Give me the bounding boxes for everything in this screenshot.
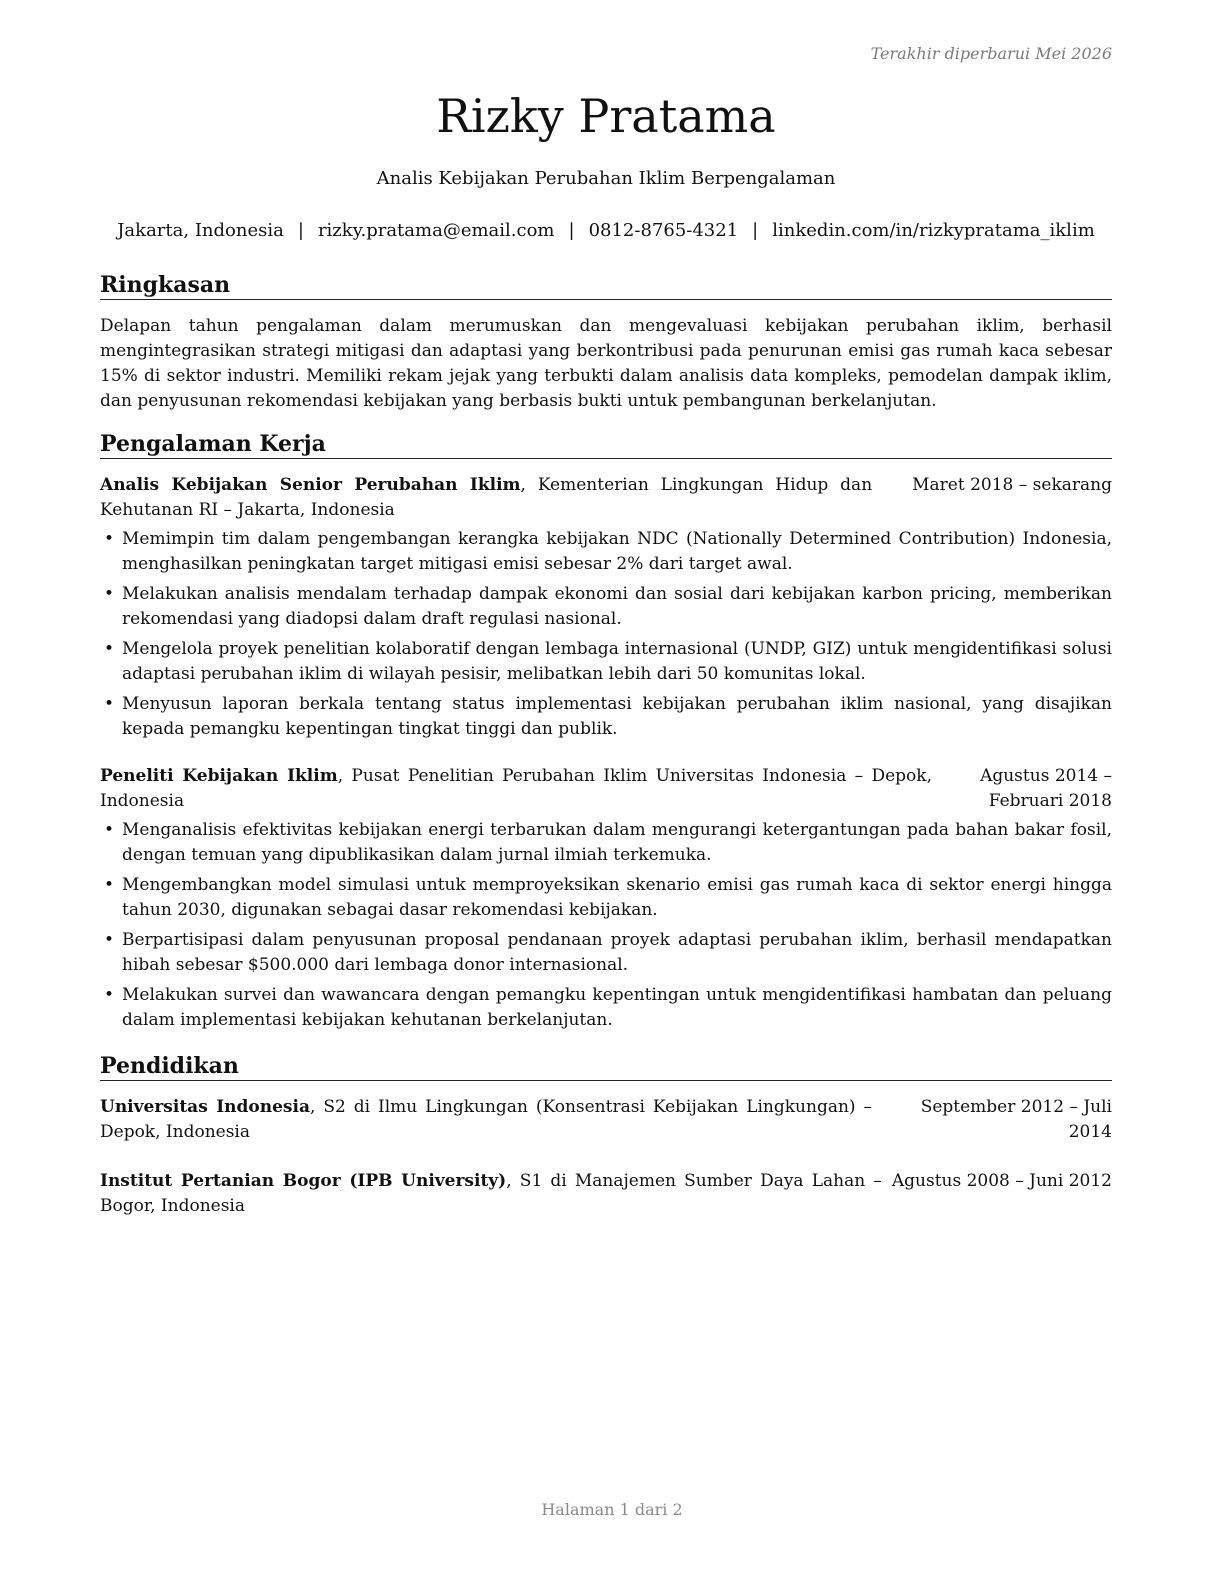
job-dates: Maret 2018 – sekarang: [912, 475, 1112, 495]
education-header: [100, 1169, 1112, 1219]
candidate-name: Rizky Pratama: [436, 89, 776, 143]
education-detail: , S1 di Manajemen Sumber Daya Lahan – Bogor, Indonesia: [100, 1171, 882, 1216]
section-title: Pengalaman Kerja: [100, 430, 1112, 459]
list-item: • Memimpin tim dalam pengembangan kerangka kebijakan NDC (Nationally Determined Contribution) Indonesia, menghasilkan peningkatan target mitigasi emisi sebesar 2% dari target awal.: [104, 529, 1112, 574]
contact-phone: 0812-8765-4321: [588, 220, 739, 241]
education-entry: [100, 1169, 1112, 1219]
list-item: • Mengelola proyek penelitian kolaboratif dengan lembaga internasional (UNDP, GIZ) untuk mengidentifikasi solusi adaptasi perubahan iklim di wilayah pesisir, melibatkan lebih dari 50 komunitas lokal.: [104, 639, 1112, 684]
education-school: Universitas Indonesia: [100, 1097, 310, 1117]
bullet-icon: •: [104, 694, 115, 714]
experience-section: [100, 430, 1112, 1038]
bullet-icon: •: [104, 584, 115, 604]
job-title-org: [100, 764, 942, 814]
list-item: • Melakukan survei dan wawancara dengan pemangku kepentingan untuk mengidentifikasi hambatan dan peluang dalam implementasi kebijakan kehutanan berkelanjutan.: [104, 985, 1112, 1030]
education-entry: [100, 1095, 1112, 1145]
list-item: • Mengembangkan model simulasi untuk memproyeksikan skenario emisi gas rumah kaca di sektor energi hingga tahun 2030, digunakan sebagai dasar rekomendasi kebijakan.: [104, 875, 1112, 920]
candidate-title: Analis Kebijakan Perubahan Iklim Berpengalaman: [376, 168, 836, 189]
contact-line: [100, 218, 1112, 244]
education-dates: September 2012 – Juli 2014: [920, 1097, 1112, 1142]
bullet-icon: •: [104, 529, 115, 549]
bullet-icon: •: [104, 820, 115, 840]
section-title: Pendidikan: [100, 1052, 1112, 1081]
list-item: • Melakukan analisis mendalam terhadap dampak ekonomi dan sosial dari kebijakan karbon pricing, memberikan rekomendasi yang diadopsi dalam draft regulasi nasional.: [104, 584, 1112, 629]
section-title: Ringkasan: [100, 271, 1112, 300]
job-title-org: [100, 473, 912, 523]
page-number: Halaman 1 dari 2: [541, 1500, 683, 1519]
contact-location: Jakarta, Indonesia: [117, 220, 284, 241]
education-detail: , S2 di Ilmu Lingkungan (Konsentrasi Kebijakan Lingkungan) – Depok, Indonesia: [100, 1097, 872, 1142]
education-school: Institut Pertanian Bogor (IPB University): [100, 1171, 507, 1191]
list-item: • Berpartisipasi dalam penyusunan proposal pendanaan proyek adaptasi perubahan iklim, berhasil mendapatkan hibah sebesar $500.000 dari lembaga donor internasional.: [104, 930, 1112, 975]
job-header: [100, 473, 1112, 523]
last-updated: Terakhir diperbarui Mei 2026: [870, 44, 1112, 63]
job-dates: Agustus 2014 – Februari 2018: [980, 766, 1112, 811]
summary-section: [100, 271, 1112, 414]
contact-separator: |: [297, 220, 304, 241]
education-dates: Agustus 2008 – Juni 2012: [891, 1171, 1112, 1191]
job-org: , Kementerian Lingkungan Hidup dan Kehutanan RI – Jakarta, Indonesia: [100, 475, 873, 520]
list-item: • Menganalisis efektivitas kebijakan energi terbarukan dalam mengurangi ketergantungan pada bahan bakar fosil, dengan temuan yang dipublikasikan dalam jurnal ilmiah terkemuka.: [104, 820, 1112, 865]
job-header: [100, 764, 1112, 814]
job-role: Analis Kebijakan Senior Perubahan Iklim: [100, 475, 521, 495]
contact-separator: |: [752, 220, 759, 241]
summary-text: Delapan tahun pengalaman dalam merumuskan dan mengevaluasi kebijakan perubahan iklim, berhasil mengintegrasikan strategi mitigasi dan adaptasi yang berkontribusi pada penurunan emisi gas rumah kaca sebesar 15% di sektor industri. Memiliki rekam jejak yang terbukti dalam analisis data kompleks, pemodelan dampak iklim, dan penyusunan rekomendasi kebijakan yang berbasis bukti untuk pembangunan berkelanjutan.: [100, 316, 1112, 411]
education-section: [100, 1052, 1112, 1219]
list-item: • Menyusun laporan berkala tentang status implementasi kebijakan perubahan iklim nasional, yang disajikan kepada pemangku kepentingan tingkat tinggi dan publik.: [104, 694, 1112, 739]
contact-separator: |: [568, 220, 575, 241]
contact-linkedin[interactable]: linkedin.com/in/rizkypratama_iklim: [772, 220, 1095, 241]
bullet-icon: •: [104, 639, 115, 659]
education-school-detail: [100, 1169, 892, 1219]
job-entry: [100, 764, 1112, 1033]
job-bullets: [100, 818, 1112, 1033]
bullet-icon: •: [104, 985, 115, 1005]
job-entry: [100, 473, 1112, 742]
education-school-detail: [100, 1095, 882, 1145]
contact-email[interactable]: rizky.pratama@email.com: [317, 220, 555, 241]
job-org: , Pusat Penelitian Perubahan Iklim Universitas Indonesia – Depok, Indonesia: [100, 766, 932, 811]
bullet-icon: •: [104, 930, 115, 950]
job-role: Peneliti Kebijakan Iklim: [100, 766, 338, 786]
education-header: [100, 1095, 1112, 1145]
bullet-icon: •: [104, 875, 115, 895]
job-bullets: [100, 527, 1112, 742]
